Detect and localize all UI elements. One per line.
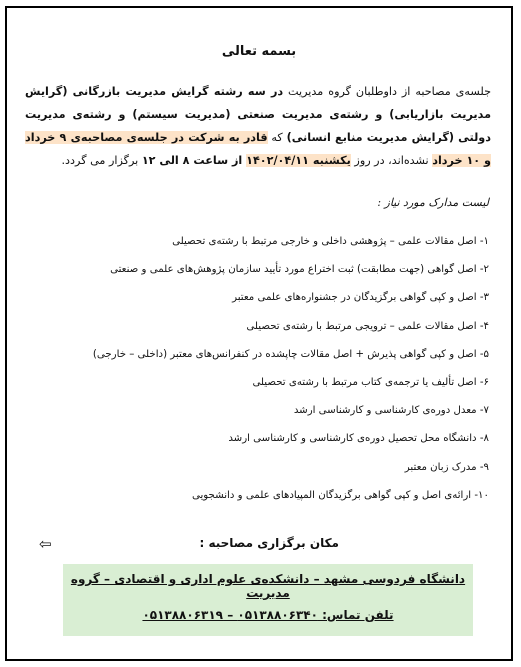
intro-fields: در سه رشته گرایش مدیریت بازرگانی (گرایش مدیریت بازاریابی) و رشته‌ی مدیریت صنعتی (مدیریت سیستم) و رشته‌ی مدیریت دولتی (گرایش مدیریت منابع انسانی) xyxy=(25,85,491,144)
intro-part-8: برگزار می گردد. xyxy=(61,154,142,167)
document-title: بسمه تعالی xyxy=(221,44,297,59)
venue-box xyxy=(63,564,473,636)
list-item: ۷- معدل دوره‌ی کارشناسی و کارشناسی ارشد xyxy=(293,405,489,417)
list-item: ۵- اصل و کپی گواهی پذیرش + اصل مقالات چاپشده در کنفرانس‌های معتبر (داخلی – خارجی) xyxy=(92,348,489,360)
list-item: ۶- اصل تألیف یا ترجمه‌ی کتاب مرتبط با رشته‌ی تحصیلی xyxy=(252,376,489,388)
arrow-left-icon: ⇦ xyxy=(39,535,52,553)
venue-label: مکان برگزاری مصاحبه : xyxy=(199,536,339,550)
intro-time: از ساعت ۸ الی ۱۲ xyxy=(141,154,247,167)
required-documents-title: لیست مدارک مورد نیاز : xyxy=(377,196,489,209)
intro-paragraph xyxy=(25,80,491,172)
required-documents-list xyxy=(29,232,489,514)
intro-part-3: که xyxy=(267,131,287,144)
list-item: ۴- اصل مقالات علمی – ترویجی مرتبط با رشته‌ی تحصیلی xyxy=(246,320,489,332)
list-item: ۱- اصل مقالات علمی – پژوهشی داخلی و خارجی مرتبط با رشته‌ی تحصیلی xyxy=(172,236,489,247)
list-item: ۹- مدرک زبان معتبر xyxy=(404,461,489,473)
intro-condition: قادر به شرکت در جلسه‌ی مصاحبه‌ی ۹ خرداد و ۱۰ خرداد xyxy=(25,131,491,167)
list-item: ۲- اصل گواهی (جهت مطابقت) ثبت اختراع مورد تأیید سازمان پژوهش‌های علمی و صنعتی xyxy=(110,264,489,276)
document-frame xyxy=(5,6,513,661)
contact-phone: تلفن تماس: ۰۵۱۳۸۸۰۶۳۴۰ – ۰۵۱۳۸۸۰۶۳۱۹ xyxy=(142,608,394,622)
intro-date: یکشنبه ۱۴۰۲/۰۴/۱۱ xyxy=(246,154,351,167)
intro-part-5: نشده‌اند، در روز xyxy=(350,154,433,167)
intro-part-1: جلسه‌ی مصاحبه از داوطلبان گروه مدیریت xyxy=(283,85,491,98)
list-item: ۱۰- ارائه‌ی اصل و کپی گواهی برگزیدگان المپیادهای علمی و دانشجویی xyxy=(191,489,489,501)
list-item: ۳- اصل و کپی گواهی برگزیدگان در جشنواره‌های علمی معتبر xyxy=(232,292,489,304)
venue-heading xyxy=(39,536,469,556)
list-item: ۸- دانشگاه محل تحصیل دوره‌ی کارشناسی و کارشناسی ارشد xyxy=(228,433,489,445)
venue-address: دانشگاه فردوسی مشهد – دانشکده‌ی علوم اداری و اقتصادی – گروه مدیریت xyxy=(70,572,466,600)
